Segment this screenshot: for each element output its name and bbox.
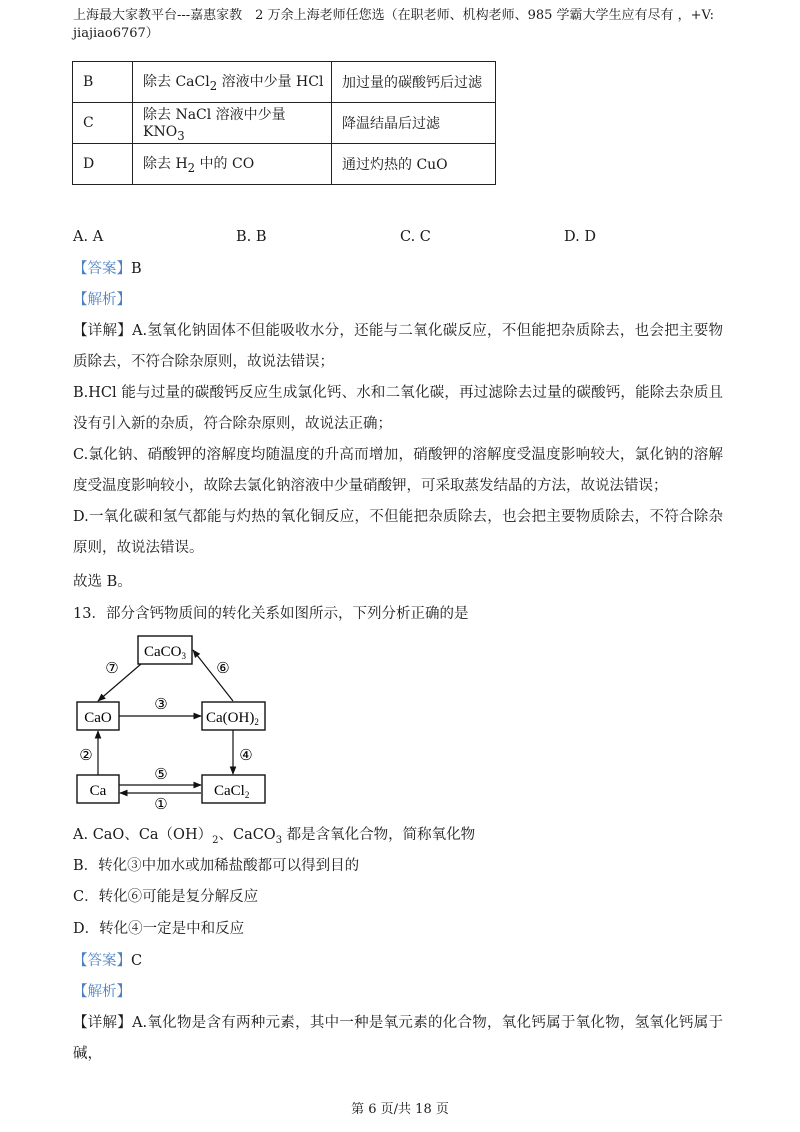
- analysis-label: 【解析】: [73, 292, 131, 308]
- table-cell-method: 降温结晶后过滤: [332, 103, 496, 144]
- step-2-label: ②: [79, 748, 93, 764]
- table-cell-option: B: [73, 62, 133, 103]
- cao-label: CaO: [84, 710, 112, 726]
- caoh2-label: $Ca(OH)_2$: [206, 710, 259, 727]
- table-cell-purpose: 除去 NaCl 溶液中少量 $KNO_3$: [133, 103, 332, 144]
- detail-c: C.氯化钠、硝酸钾的溶解度均随温度的升高而增加，硝酸钾的溶解度受温度影响较大，氯化钠的溶解度受温度影响较小，故除去氯化钠溶液中少量硝酸钾，可采取蒸发结晶的方法，故说法错误；: [73, 447, 723, 494]
- table-cell-option: D: [73, 144, 133, 185]
- caco3-label: CaCO$_3$: [144, 644, 186, 661]
- step-1-label: ①: [154, 797, 168, 813]
- q13-option-c: C．转化⑥可能是复分解反应: [73, 889, 259, 905]
- cacl2-label: CaCl$_2$: [214, 783, 250, 800]
- choice-d: D. D: [564, 229, 596, 245]
- step-4-label: ④: [239, 748, 253, 764]
- q13-answer-line: 【答案】C: [73, 953, 143, 969]
- step-3-label: ③: [154, 697, 168, 713]
- choice-c: C. C: [400, 229, 431, 245]
- table-cell-method: 加过量的碳酸钙后过滤: [332, 62, 496, 103]
- q13-option-a: A. CaO、$Ca(OH)_2$、CaCO$_3$ 都是含氧化合物，简称氧化物: [73, 827, 476, 846]
- q13-option-d: D．转化④一定是中和反应: [73, 921, 245, 937]
- q13-analysis-label: 【解析】: [73, 984, 131, 1000]
- table-cell-option: C: [73, 103, 133, 144]
- conclusion: 故选 B。: [73, 574, 132, 590]
- question-13-stem: 13．部分含钙物质间的转化关系如图所示，下列分析正确的是: [73, 606, 469, 622]
- ca-label: Ca: [89, 783, 107, 799]
- page-header: 上海最大家教平台---嘉惠家教 2 万余上海老师任您选（在职老师、机构老师、985 学霸大学生应有尽有 ，+V: jiajiao6767）: [73, 8, 715, 41]
- table-cell-purpose: 除去 CaCl$_2$ 溶液中少量 HCl: [133, 62, 332, 103]
- choice-a: A. A: [73, 229, 104, 245]
- choice-b: B. B: [236, 229, 267, 245]
- step-6-label: ⑥: [216, 661, 230, 677]
- detail-d: D.一氧化碳和氢气都能与灼热的氧化铜反应，不但能把杂质除去，也会把主要物质除去，不符合除杂原则，故说法错误。: [73, 509, 723, 556]
- q13-detail-a: 【详解】A.氧化物是含有两种元素，其中一种是氧元素的化合物，氧化钙属于氧化物，氢氧化钙属于碱，: [73, 1015, 723, 1062]
- q13-option-b: B．转化③中加水或加稀盐酸都可以得到目的: [73, 858, 360, 874]
- table-cell-purpose: 除去 $H_2$ 中的 CO: [133, 144, 332, 185]
- detail-a: 【详解】A.氢氧化钠固体不但能吸收水分，还能与二氧化碳反应，不但能把杂质除去，也会把主要物质除去，不符合除杂原则，故说法错误；: [73, 323, 723, 370]
- detail-b: B.HCl 能与过量的碳酸钙反应生成氯化钙、水和二氧化碳，再过滤除去过量的碳酸钙，能除去杂质且没有引入新的杂质，符合除杂原则，故说法正确；: [73, 385, 723, 432]
- table-cell-method: 通过灼热的 CuO: [332, 144, 496, 185]
- page-footer: 第 6 页/共 18 页: [351, 1102, 449, 1117]
- answer-line: 【答案】B: [73, 261, 142, 277]
- step-5-label: ⑤: [154, 767, 168, 783]
- step-7-label: ⑦: [105, 661, 119, 677]
